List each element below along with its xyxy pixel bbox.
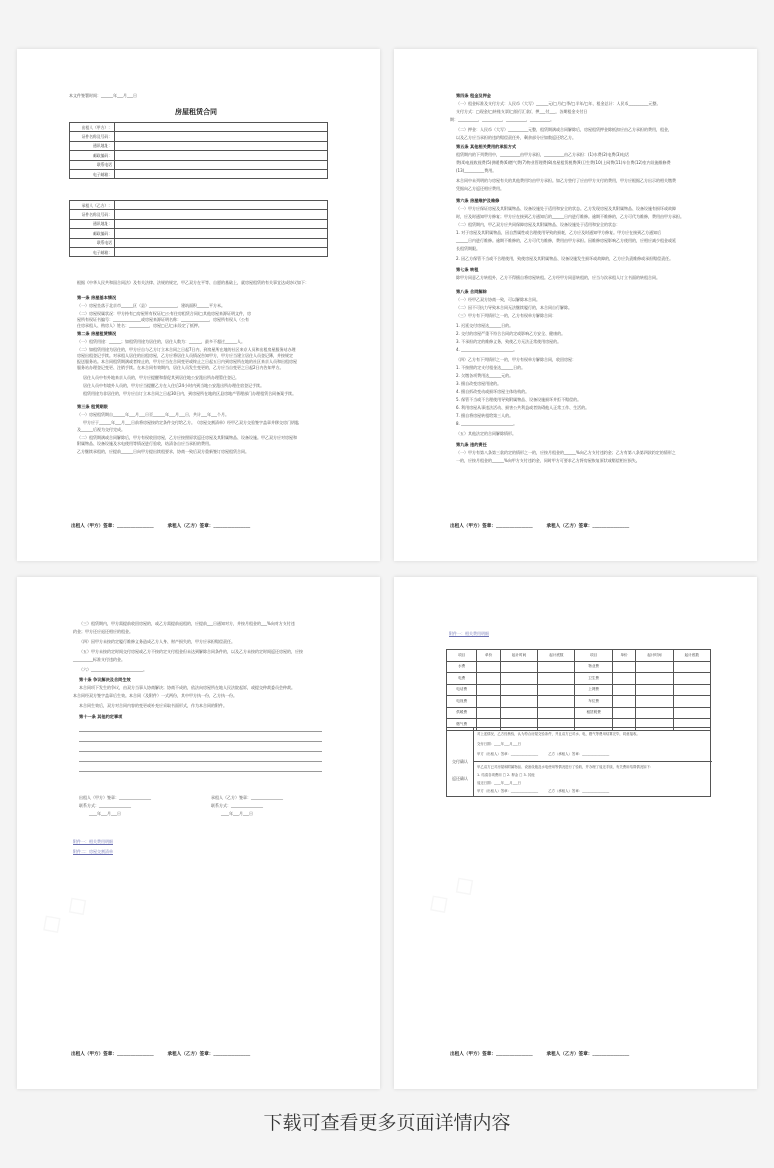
table-header: 起计底数 — [538, 650, 575, 662]
body-line: （二）因不可抗力导致本合同无法继续履行的，本合同自行解除。 — [456, 305, 572, 310]
section-heading: 第八条 合同解除 — [456, 289, 487, 294]
field-label: 证件名称及号码： — [70, 132, 115, 141]
body-line: （一）甲方应保证房屋及其附属物品、设备设施处于适用和安全的状态。乙方发现房屋及其附属物品、设备设施有损坏或故障 — [456, 206, 676, 211]
body-line: 3. 擅自改变房屋用途的。 — [456, 381, 502, 386]
body-line: （四）乙方有下列情形之一的，甲方有权单方解除合同，收回房屋： — [456, 357, 576, 362]
section-heading: 第十条 争议解决及合同生效 — [79, 677, 131, 682]
body-line: （三）甲方有下列情形之一的，乙方有权单方解除合同： — [456, 313, 556, 318]
delivery-label: 交付确认 — [447, 728, 474, 796]
table-header: 单价 — [477, 650, 500, 662]
body-line: 2. 交付的房屋严重不符合合同约定或影响乙方安全、健康的。 — [456, 331, 566, 336]
cell: 卫生费 — [575, 673, 612, 685]
attachment-link-1[interactable]: 附件一：相关费用明细 — [73, 839, 113, 844]
section-heading: 第十一条 其他约定事项 — [79, 714, 123, 719]
section-heading: 第六条 房屋维护及维修 — [456, 198, 500, 203]
cell: 租赁税费 — [575, 707, 612, 719]
contract-title: 房屋租赁合同 — [175, 108, 217, 116]
return-date: 返还日期：____年___月___日 — [477, 781, 522, 785]
body-line: 服务站办理登记变更、注销手续。在本合同有效期内，居住人员发生变更的，乙方应当自变更之日起2日内告知甲方。 — [77, 365, 284, 370]
lessee-contact: 联系方式：________________ — [211, 803, 263, 808]
body-line: 一的，应按月租金的______%向甲方支付违约金，同时甲方可要求乙方将房屋恢复原状或赔偿相应损失。 — [456, 458, 640, 463]
table-header: 起计时间 — [500, 650, 537, 662]
return-items: 1. 结清各项费用 □ 2. 押金 □ 3. 其他 — [477, 773, 535, 777]
body-line: 本合同经双方签字盖章后生效。本合同（及附件）一式两份，其中甲方执一份，乙方执一份。 — [73, 693, 237, 698]
body-line: （六）__________________________。 — [79, 667, 147, 672]
body-line: （一）房屋坐落于北京市______区（县）______________，建筑面积______平方米。 — [77, 303, 225, 308]
body-line: （四）因甲方未按约定履行维修义务造成乙方人身、财产损失的，甲方应承担赔偿责任。 — [79, 639, 235, 644]
body-line: 1. 不按照约定支付租金达______日的。 — [456, 365, 526, 370]
section-heading: 第三条 租赁期限 — [77, 404, 108, 409]
body-line: 本合同项下发生的争议，由双方当事人协商解决；协商不成的，依法向房屋所在地人民法院起诉，或提交仲裁委员会仲裁。 — [79, 685, 295, 690]
return-text: 甲乙双方已对房屋和附属物品、设备设施及水电使用等情况进行了验收，并办理了返还手续，有关费用结算情况如下： — [477, 765, 654, 769]
cell: 燃气费 — [447, 719, 477, 731]
body-line: 长租赁期限。 — [456, 246, 480, 251]
blank-line — [79, 751, 322, 752]
lessee-info-table — [69, 200, 328, 257]
field-label: 电子邮箱： — [70, 247, 115, 256]
field-label: 承租人（乙方）： — [70, 201, 115, 210]
page-signature: 出租人（甲方）签章：________________ 承租人（乙方）签章：________________ — [450, 1052, 630, 1057]
body-line: ______日内进行维修。逾期不维修的，乙方可代为维修，费用由甲方承担。因维修房屋影响乙方使用的，应相应减少租金或延 — [456, 238, 676, 243]
table-row — [447, 661, 711, 673]
body-line: 本合同中未列明的与房屋有关的其他费用均由甲方承担。如乙方垫付了应由甲方支付的费用，甲方应根据乙方出示的相关缴费 — [456, 178, 676, 183]
body-line: （一）经甲乙双方协商一致，可以解除本合同。 — [456, 297, 540, 302]
page-signature: 出租人（甲方）签章：________________ 承租人（乙方）签章：________________ — [71, 1052, 251, 1057]
body-line: （五）其他法定的合同解除情形。 — [456, 431, 516, 436]
cell: 车位费 — [575, 696, 612, 708]
body-line: 2. 欠缴各项费用达______元的。 — [456, 373, 514, 378]
table-row — [447, 696, 711, 708]
watermark — [32, 885, 94, 942]
body-line: （一）房屋租赁期自______年___月___日至______年___月___日，共计___年___个月。 — [77, 412, 229, 417]
table-header: 项目 — [447, 650, 477, 662]
page-signature: 出租人（甲方）签章：________________ 承租人（乙方）签章：________________ — [71, 524, 251, 529]
body-line: （五）甲方未按约定时间交付房屋或乙方不按约定支付租金但未达到解除合同条件的，以及乙方未按约定时间返还房屋的，应按 — [79, 649, 303, 654]
return-label: 返还确认 — [452, 776, 468, 781]
body-line: (13)__________费用。 — [456, 168, 497, 173]
cell: 电话费 — [447, 684, 477, 696]
body-line: 甲方应于______年___月___日前将房屋按约定条件交付给乙方。《房屋交割清单》经甲乙双方交验签字盖章并移交房门钥匙 — [83, 420, 299, 425]
cell: 上网费 — [575, 684, 612, 696]
delivery-box — [446, 727, 711, 797]
body-line: （二）租赁期内，甲乙双方应共同保障房屋及其附属物品、设备设施处于适用和安全的状态： — [456, 222, 620, 227]
body-line: 时，应及时通知甲方修复；甲方应在接到乙方通知后的______日内进行维修。逾期不维修的，乙方可代为维修，费用由甲方承担。 — [456, 214, 684, 219]
body-line: 以及乙方应当承担的违约赔偿责任外，剩余部分应如数返还给乙方。 — [456, 135, 576, 140]
attachment-link-2[interactable]: 附件二：房屋交割清单 — [73, 849, 113, 854]
cell: 电视费 — [447, 696, 477, 708]
body-line: 支付方式：□现金/□转账支票/□银行汇款/，押___付___，各期租金支付日 — [456, 109, 588, 114]
lessor-info-table — [69, 122, 328, 179]
body-line: （二）租赁期满或合同解除后，甲方有权收回房屋，乙方应按照原状返还房屋及其附属物品、设备设施。甲乙双方应对房屋和 — [77, 435, 297, 440]
field-label: 通讯地址： — [70, 141, 115, 150]
body-line: 租赁用途为非居住的，甲方应自订立本合同之日起30日内，到房屋所在地的区县房地产管理部门办理租赁合同备案手续。 — [83, 391, 297, 396]
sign-time: 本文件签署时间：______年___月___日 — [69, 93, 137, 98]
field-label: 出租人（甲方）： — [70, 123, 115, 132]
blank-line — [79, 761, 322, 762]
body-line: 本合同生效后，双方对合同内容的变更或补充应采取书面形式，作为本合同的附件。 — [79, 703, 227, 708]
cell: 电费 — [447, 673, 477, 685]
body-line: （一）租金标准及支付方式：人民币（大写）______元/□月/□季/□半年/□年，租金总计：人民币__________元整。 — [456, 101, 661, 106]
download-more-caption[interactable]: 下载可查看更多页面详情内容 — [263, 1112, 511, 1134]
attachment-title[interactable]: 附件一：相关费用明细 — [449, 631, 489, 636]
table-header: 单价 — [612, 650, 635, 662]
blank-line — [79, 771, 322, 772]
body-line: （一）租赁用途：______；如租赁用途为居住的，居住人数为：______，最多不超过______人。 — [77, 339, 245, 344]
field-label: 通讯地址： — [70, 219, 115, 228]
body-line: 居住人员中有境外人员的，甲方应当提醒乙方在入住后24小时内到当地公安派出所办理住宿登记手续。 — [83, 383, 265, 388]
table-row — [447, 673, 711, 685]
body-line: 约金；甲方还应退还相应的租金。 — [73, 629, 133, 634]
cell: 供暖费 — [447, 707, 477, 719]
body-line: 3. 不承担约定的维修义务，致使乙方无法正常使用房屋的。 — [456, 339, 562, 344]
table-header: 项目 — [575, 650, 612, 662]
body-line: 住房承租人、购房人）姓名：__________，房屋□已/□未设定了抵押。 — [77, 323, 202, 328]
return-sign: 甲方（出租人）签章：________________ 乙方（承租人）签章：________________ — [477, 789, 610, 793]
body-line: 房屋出租登记手续。对承租人居住的出租房屋，乙方应将居住人员情况告知甲方，甲方应当建立居住人员登记簿，并按规定 — [77, 353, 293, 358]
section-heading: 第九条 违约责任 — [456, 442, 487, 447]
body-line: 4. 擅自拆改变动或损坏房屋主体结构的。 — [456, 389, 530, 394]
body-line: 期：__________，__________，__________，__________。 — [450, 117, 554, 122]
section-heading: 第五条 其他相关费用的承担方式 — [456, 144, 517, 149]
body-line: 费(4)电视收视费(5)供暖费(6)燃气费(7)物业管理费(8)房屋租赁税费(9)卫生费(10)上网费(11)车位费(12)室内设施维修费 — [456, 160, 671, 165]
cell: 物业费 — [575, 661, 612, 673]
field-label: 证件名称及号码： — [70, 210, 115, 219]
lessee-date: ____年___月___日 — [221, 811, 253, 816]
body-line: 乙方继续承租的，应提前______日向甲方提出续租要求，协商一致后双方重新签订房屋租赁合同。 — [77, 449, 249, 454]
page-signature: 出租人（甲方）签章：________________ 承租人（乙方）签章：________________ — [450, 524, 630, 529]
section-heading: 第二条 房屋租赁情况 — [77, 331, 117, 336]
body-line: （二）房屋权属状况：甲方持有□房屋所有权证/□公有住房租赁合同/□其他房屋来源证明文件，房 — [77, 311, 252, 316]
section-heading: 第一条 房屋基本情况 — [77, 295, 117, 300]
table-header: 起计时间 — [636, 650, 673, 662]
section-heading: 第七条 转租 — [456, 267, 479, 272]
page-1-preview[interactable] — [17, 49, 380, 561]
body-line: __________标准支付违约金。 — [73, 657, 125, 662]
body-line: 8. __________________________。 — [456, 421, 518, 426]
lessee-sign: 承租人（乙方）签章：________________ — [211, 795, 283, 800]
blank-line — [79, 731, 322, 732]
body-line: 1. 对于房屋及其附属物品，因自然属性或合理使用导致的损耗，乙方应及时通知甲方修复。甲方应在接到乙方通知后 — [456, 230, 662, 235]
field-label: 邮政编码： — [70, 229, 115, 238]
table-row — [447, 684, 711, 696]
body-line: 居住人员中有外地来京人员的，甲方应提醒和督促其到居住地公安派出所办理暂住登记。 — [83, 375, 239, 380]
field-label: 邮政编码： — [70, 151, 115, 160]
table-header: 起计底数 — [673, 650, 710, 662]
divider — [473, 761, 712, 762]
page-4-preview[interactable] — [394, 577, 757, 1089]
cell: 水费 — [447, 661, 477, 673]
lessor-date: ____年___月___日 — [89, 811, 121, 816]
page-3-preview[interactable] — [17, 577, 380, 1089]
body-line: 4. __________________________。 — [456, 347, 518, 352]
field-label: 电子邮箱： — [70, 169, 115, 178]
delivery-sign: 甲方（出租人）签章：________________ 乙方（承租人）签章：________________ — [477, 752, 610, 756]
lessor-sign: 出租人（甲方）签章：________________ — [79, 795, 151, 800]
delivery-date: 交付日期：____年___月___日 — [477, 742, 522, 746]
body-line: 附属物品、设备设施及水电使用等情况进行验收，结清各自应当承担的费用。 — [77, 441, 213, 446]
watermark — [419, 865, 481, 922]
body-line: 5. 保管不当或不合理使用导致附属物品、设备设施损坏并拒不赔偿的。 — [456, 397, 582, 402]
field-label: 联系电话 — [70, 160, 115, 169]
body-line: 屋所有权证书编号：______________或房屋来源证明名称：______________，房屋所有权人（公有 — [77, 317, 249, 322]
body-line: 凭据向乙方返还相应费用。 — [456, 186, 504, 191]
body-line: 1. 迟延交付房屋达______日的。 — [456, 323, 514, 328]
body-line: 除甲方同意乙方转租外，乙方不得擅自将房屋转租。乙方经甲方同意转租的，应当与次承租人订立书面的转租合同。 — [456, 275, 660, 280]
fee-table — [446, 649, 711, 731]
delivery-text: 对上述情况，乙方经核验，认为符合房屋交验条件，并且双方已对水、电、燃气等费用结算完毕，同意接收。 — [477, 732, 640, 736]
body-line: （二）押金：人民币（大写）__________元整，租赁期满或合同解除后，房屋租赁押金除抵扣应由乙方承担的费用，租金， — [456, 127, 672, 132]
lessor-contact: 联系方式：________________ — [79, 803, 131, 808]
body-line: 2. 因乙方保管不当或不合理使用，致使房屋及其附属物品、设备设施发生损坏或故障的，乙方应负责维修或承担赔偿责任。 — [456, 256, 674, 261]
field-label: 联系电话 — [70, 238, 115, 247]
table-row — [447, 707, 711, 719]
section-heading: 第四条 租金及押金 — [456, 93, 491, 98]
blank-line — [79, 741, 322, 742]
intro-text: 根据《中华人民共和国合同法》及有关法律、法规的规定，甲乙双方在平等、自愿的基础上，就房屋租赁的有关事宜达成协议如下： — [77, 280, 309, 285]
body-line: 6. 利用房屋从事违法活动、损害公共利益或者妨碍他人正常工作、生活的。 — [456, 405, 590, 410]
body-line: 报送服务站。本合同租赁期满或者终止的，甲方应当在合同变更或终止之日起五日内到房屋所在地的社区来京人员和出租房屋 — [77, 359, 297, 364]
body-line: 租赁期内的下列费用中，__________由甲方承担，__________由乙方承担：(1)水费(2)电费(3)电话 — [456, 152, 629, 157]
body-line: （二）如租赁用途为居住的，甲方应自与乙方订立本合同之日起7日内，到房屋所在地的社区来京人员和出租房屋服务站办理 — [77, 347, 296, 352]
body-line: 7. 擅自将房屋转租给第三人的。 — [456, 413, 514, 418]
body-line: 及______后视为交付完成。 — [77, 427, 125, 432]
body-line: （三）租赁期内，甲方需提前收回房屋的，或乙方需提前退租的，应提前___日通知对方，并按月租金的___%向对方支付违 — [79, 621, 295, 626]
page-2-preview[interactable] — [394, 49, 757, 561]
body-line: （一）甲方有第八条第三款约定的情形之一的，应按月租金的______%向乙方支付违约金；乙方有第八条第四款约定的情形之 — [456, 450, 676, 455]
